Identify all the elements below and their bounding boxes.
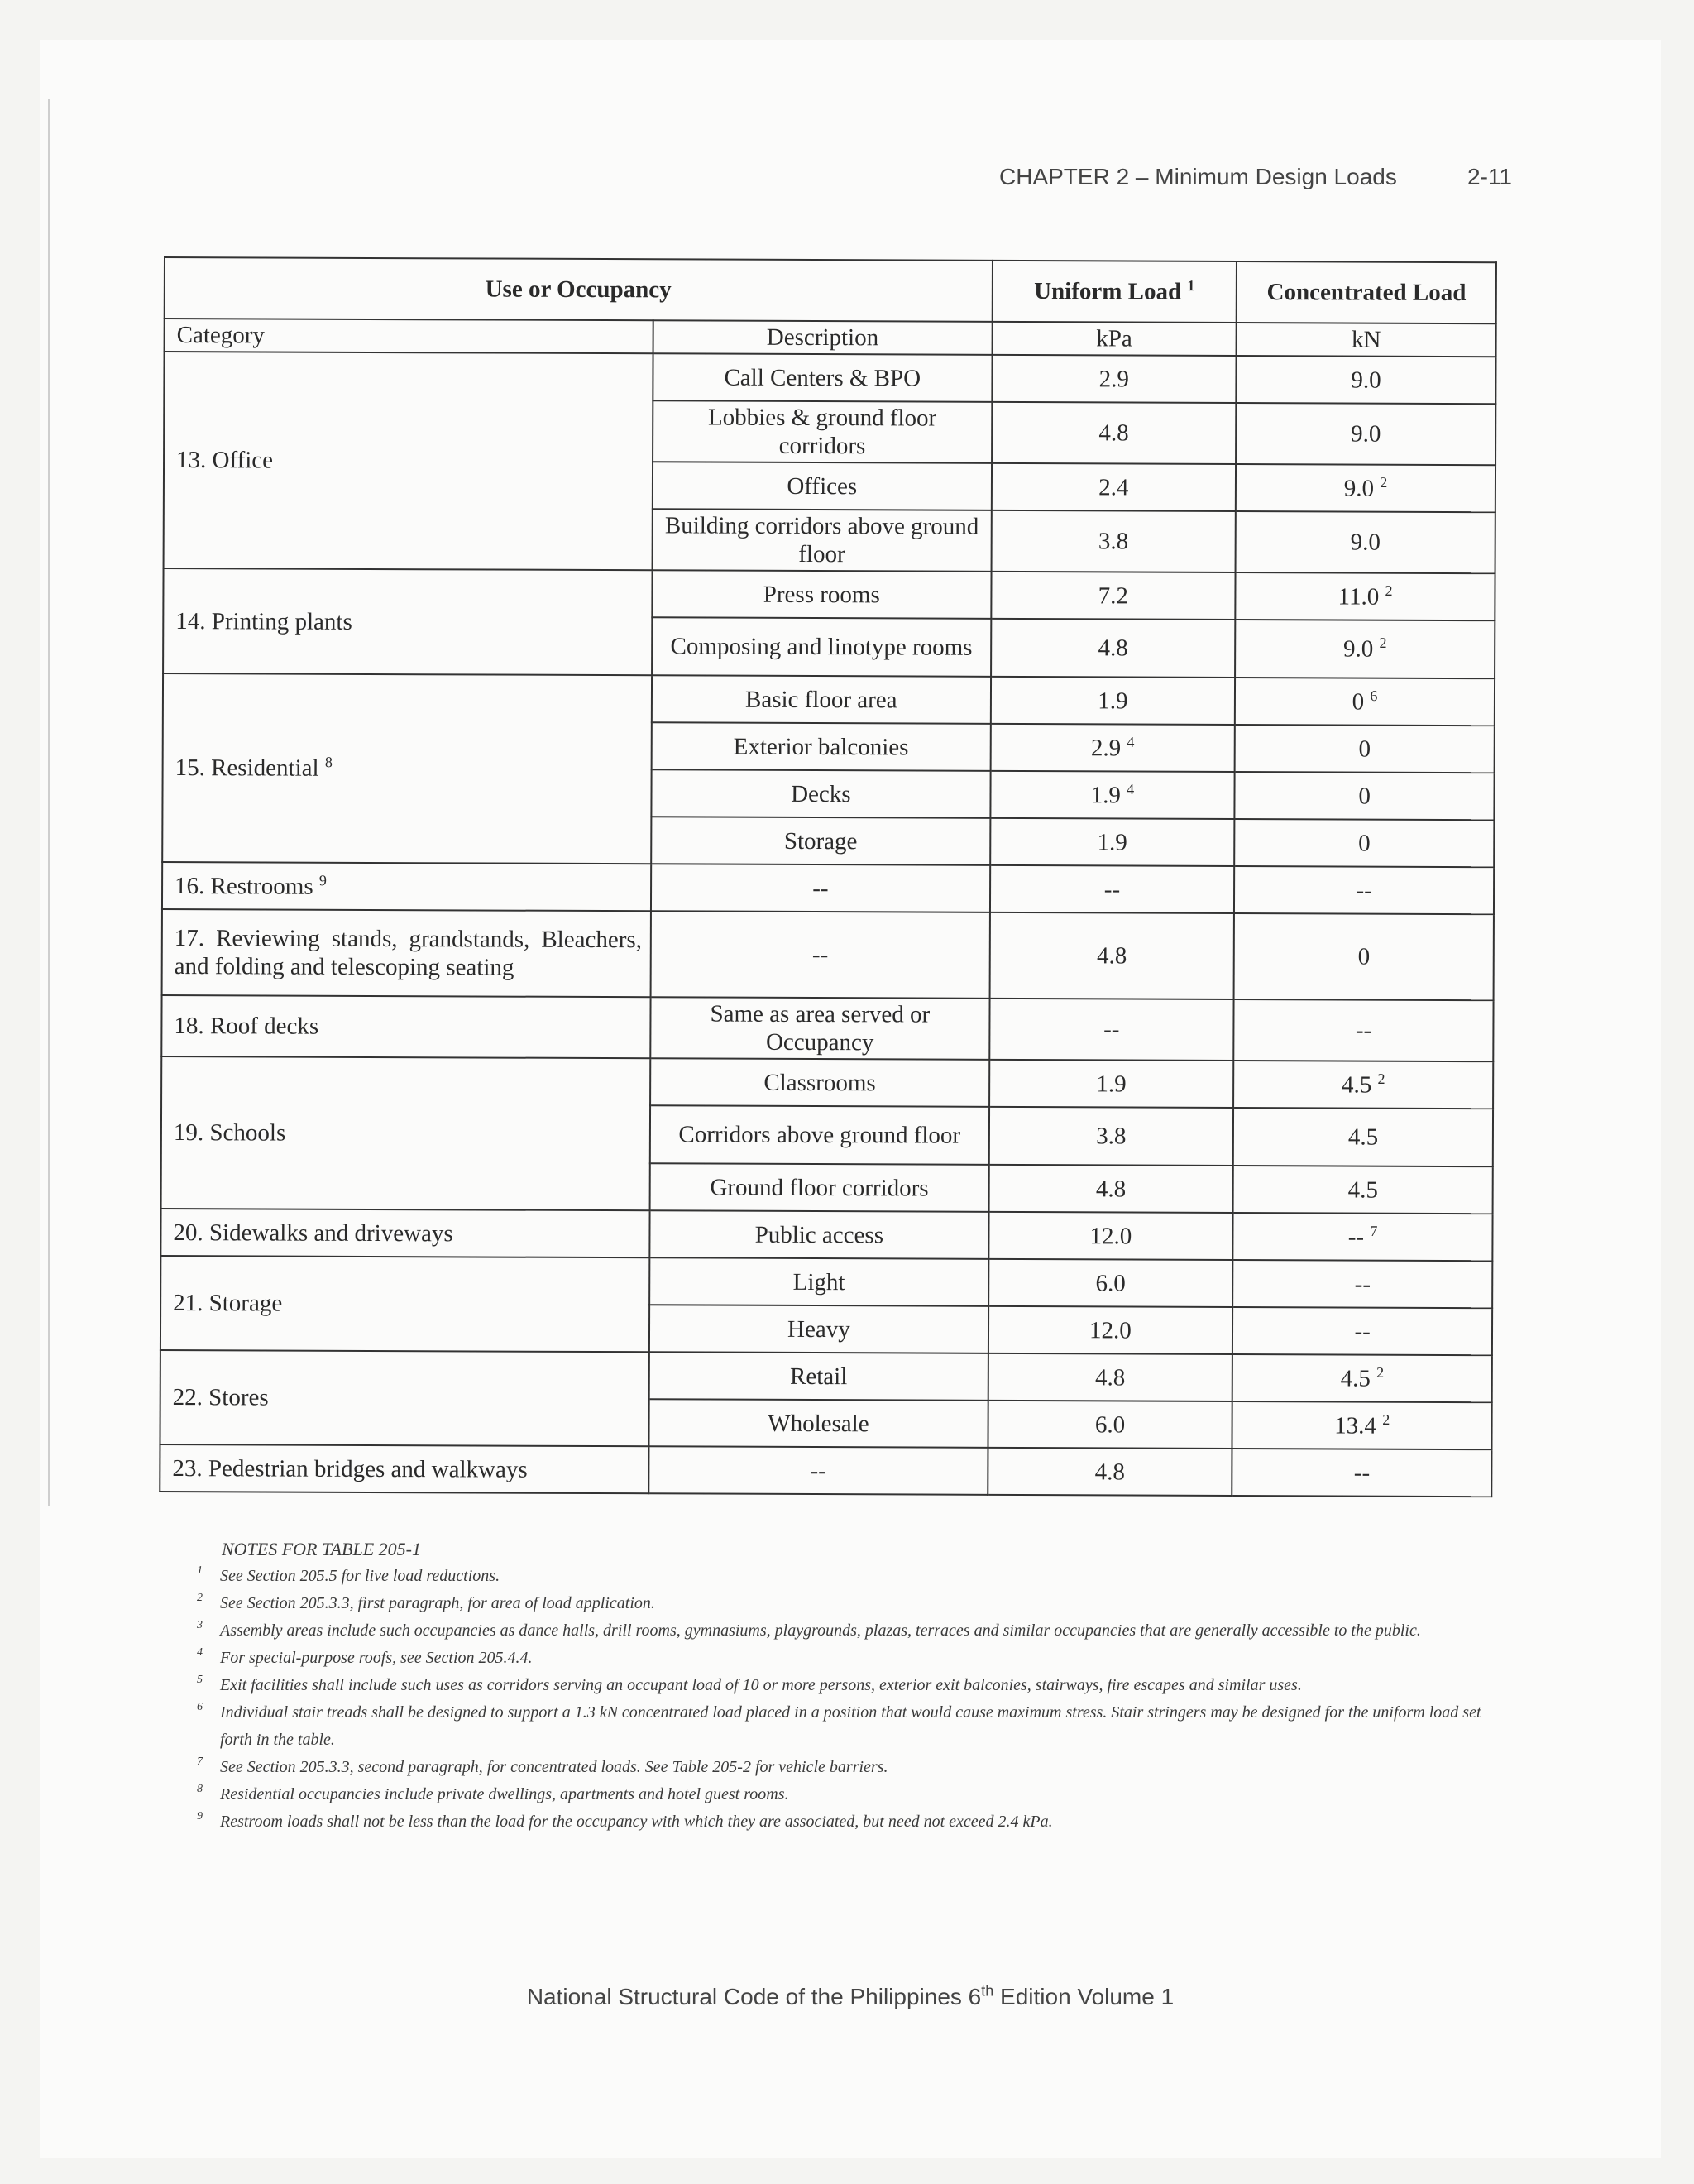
table-subheader-row <box>165 318 1496 357</box>
uniform-value: 6.0 <box>1094 1410 1126 1438</box>
uniform-value: 3.8 <box>1096 1123 1127 1150</box>
uniform-cell <box>988 1259 1233 1307</box>
running-head <box>999 164 1512 190</box>
description-cell <box>649 1210 988 1259</box>
footer-text-after: Edition Volume 1 <box>993 1984 1175 2009</box>
table-row <box>162 862 1494 914</box>
description-cell <box>650 1163 989 1212</box>
note-text: See Section 205.3.3, second paragraph, for concentrated loads. See Table 205-2 for vehicle barriers. <box>220 1758 888 1776</box>
description-value: -- <box>811 941 829 969</box>
category-cell <box>161 1056 651 1210</box>
description-cell <box>651 864 990 912</box>
note-item <box>197 1754 1487 1781</box>
concentrated-cell <box>1236 464 1495 512</box>
concentrated-value: -- <box>1356 877 1372 904</box>
concentrated-cell <box>1233 1108 1493 1166</box>
header-concentrated-load: Concentrated Load <box>1237 261 1496 323</box>
concentrated-value: 11.0 <box>1337 582 1380 611</box>
unit-uniform: kPa <box>992 322 1237 356</box>
uniform-cell <box>988 1212 1233 1260</box>
concentrated-value: 9.0 <box>1350 529 1381 556</box>
uniform-cell <box>990 818 1235 866</box>
description-value: Classrooms <box>763 1069 876 1096</box>
category-label: 18. Roof decks <box>174 1013 319 1040</box>
table-row <box>164 352 1495 404</box>
note-text: Assembly areas include such occupancies as dance halls, drill rooms, gymnasiums, playgrounds, plazas, terraces and similar occupancies that are generally accessible to the public. <box>220 1621 1421 1640</box>
table-body <box>160 352 1495 1497</box>
category-cell <box>160 1444 648 1493</box>
concentrated-note: 2 <box>1377 1070 1385 1087</box>
uniform-value: 12.0 <box>1089 1222 1132 1250</box>
uniform-cell <box>989 999 1234 1061</box>
live-load-table <box>159 256 1497 1497</box>
note-item <box>197 1590 1487 1617</box>
category-label: 19. Schools <box>173 1119 286 1147</box>
uniform-cell <box>988 1107 1233 1166</box>
concentrated-value: 4.5 <box>1347 1176 1378 1204</box>
note-text: See Section 205.5 for live load reductions. <box>220 1567 500 1585</box>
uniform-cell <box>991 572 1236 620</box>
concentrated-value: 4.5 <box>1341 1070 1372 1099</box>
chapter-title: CHAPTER 2 – Minimum Design Loads <box>999 164 1397 189</box>
uniform-cell <box>988 1306 1233 1354</box>
category-cell <box>160 1256 650 1352</box>
table-row <box>160 1256 1492 1308</box>
table-notes <box>197 1535 1487 1836</box>
table-row <box>161 995 1493 1061</box>
concentrated-value: 0 <box>1358 735 1371 763</box>
concentrated-value: 9.0 <box>1343 474 1375 502</box>
note-item <box>197 1808 1487 1836</box>
note-item <box>197 1645 1487 1672</box>
table-row <box>163 673 1495 726</box>
category-cell <box>162 673 652 864</box>
concentrated-cell <box>1237 356 1496 404</box>
uniform-value: 1.9 <box>1097 828 1127 855</box>
concentrated-cell <box>1236 572 1495 620</box>
concentrated-note: 2 <box>1385 582 1393 599</box>
uniform-value: 4.8 <box>1096 942 1127 970</box>
header-uniform-load <box>992 261 1237 323</box>
uniform-value: -- <box>1103 1016 1120 1043</box>
description-value: Light <box>792 1268 845 1296</box>
category-note: 8 <box>324 754 333 771</box>
description-value: Ground floor corridors <box>710 1174 929 1202</box>
concentrated-value: -- <box>1354 1318 1371 1345</box>
concentrated-cell <box>1234 999 1494 1061</box>
concentrated-value: 0 <box>1352 688 1365 716</box>
concentrated-cell <box>1232 1307 1492 1355</box>
category-cell <box>164 352 653 570</box>
uniform-value: 1.9 <box>1096 1070 1127 1097</box>
note-text: Individual stair treads shall be designed to support a 1.3 kN concentrated load placed in a position that would cause maximum stress. Stair stringers may be designed for the uniform load set forth in the table. <box>220 1703 1481 1749</box>
table-row <box>160 1209 1492 1261</box>
note-item <box>197 1699 1487 1754</box>
concentrated-value: 9.0 <box>1351 420 1381 448</box>
concentrated-value: 0 <box>1358 830 1371 857</box>
note-item <box>197 1672 1487 1699</box>
concentrated-cell <box>1234 866 1494 914</box>
concentrated-value: -- <box>1355 1017 1372 1044</box>
scan-edge-mark <box>48 99 50 1506</box>
description-value: -- <box>812 874 829 902</box>
note-number: 8 <box>197 1783 203 1795</box>
uniform-value: -- <box>1103 875 1121 903</box>
footer-sup: th <box>981 1982 994 2000</box>
concentrated-cell <box>1234 819 1494 867</box>
description-cell <box>651 817 990 865</box>
document-page <box>40 40 1661 2158</box>
description-cell <box>652 722 991 771</box>
note-number: 2 <box>197 1592 203 1604</box>
uniform-cell <box>990 771 1235 819</box>
uniform-value: 1.9 <box>1090 781 1121 808</box>
uniform-note: 4 <box>1127 780 1135 797</box>
table-header-row <box>165 257 1496 323</box>
uniform-value: 4.8 <box>1095 1363 1126 1391</box>
uniform-cell <box>990 724 1235 772</box>
description-cell <box>652 675 991 724</box>
uniform-cell <box>991 463 1236 511</box>
description-value: Same as area served or Occupancy <box>710 1000 931 1056</box>
note-item <box>197 1781 1487 1808</box>
note-number: 6 <box>197 1701 203 1713</box>
concentrated-note: 2 <box>1380 473 1388 491</box>
description-value: Retail <box>789 1363 848 1390</box>
concentrated-value: 4.5 <box>1347 1123 1379 1151</box>
uniform-cell <box>989 912 1234 999</box>
description-cell <box>650 1105 989 1165</box>
uniform-note: 4 <box>1127 733 1135 750</box>
page-number: 2-11 <box>1467 164 1512 189</box>
description-cell <box>649 1257 988 1306</box>
category-cell <box>162 862 651 911</box>
description-cell <box>650 997 989 1060</box>
note-number: 4 <box>197 1646 203 1659</box>
notes-list <box>197 1563 1487 1836</box>
description-value: Corridors above ground floor <box>678 1121 961 1149</box>
description-cell <box>648 1446 988 1495</box>
description-value: Lobbies & ground floor corridors <box>707 404 937 460</box>
uniform-value: 4.8 <box>1095 1175 1127 1202</box>
concentrated-value: 4.5 <box>1340 1364 1371 1392</box>
concentrated-cell <box>1232 1354 1492 1402</box>
description-cell <box>651 911 990 999</box>
uniform-value: 6.0 <box>1095 1269 1126 1296</box>
uniform-value: 4.8 <box>1098 419 1129 447</box>
concentrated-cell <box>1233 1213 1493 1261</box>
category-cell <box>160 1209 649 1257</box>
note-number: 1 <box>197 1564 203 1577</box>
description-value: Wholesale <box>768 1410 869 1437</box>
description-cell <box>652 617 991 677</box>
category-label: 15. Residential <box>175 754 319 782</box>
note-text: Restroom loads shall not be less than the load for the occupancy with which they are associated, but need not exceed 2.4 kPa. <box>220 1813 1053 1831</box>
concentrated-value: -- <box>1347 1224 1365 1251</box>
description-value: Heavy <box>787 1315 850 1343</box>
uniform-cell <box>990 865 1235 913</box>
table-row <box>163 568 1495 620</box>
table-row <box>160 1444 1491 1497</box>
note-number: 7 <box>197 1755 203 1768</box>
table-row <box>160 1350 1492 1402</box>
concentrated-cell <box>1236 511 1495 573</box>
category-cell <box>163 568 653 675</box>
concentrated-cell <box>1232 1449 1491 1497</box>
category-note: 9 <box>318 871 327 888</box>
uniform-value: 4.8 <box>1094 1458 1125 1485</box>
table-row <box>161 1056 1493 1109</box>
description-cell <box>652 769 991 818</box>
description-value: Call Centers & BPO <box>724 364 921 392</box>
concentrated-cell <box>1233 1061 1493 1109</box>
category-label: 16. Restrooms <box>175 872 313 900</box>
concentrated-value: 0 <box>1357 943 1371 970</box>
description-value: Building corridors above ground floor <box>664 512 979 568</box>
concentrated-cell <box>1236 403 1495 465</box>
category-label: 14. Printing plants <box>175 607 352 635</box>
concentrated-value: 9.0 <box>1351 366 1381 394</box>
concentrated-cell <box>1235 678 1495 726</box>
category-label: 17. Reviewing stands, grandstands, Bleachers, and folding and telescoping seating <box>174 925 643 981</box>
description-value: Basic floor area <box>744 686 897 713</box>
header-use-or-occupancy: Use or Occupancy <box>165 257 993 322</box>
description-value: Composing and linotype rooms <box>670 633 973 661</box>
note-text: See Section 205.3.3, first paragraph, for area of load application. <box>220 1594 655 1612</box>
description-value: Press rooms <box>763 581 880 608</box>
uniform-value: 7.2 <box>1098 582 1129 609</box>
uniform-value: 2.4 <box>1098 473 1129 500</box>
notes-title: NOTES FOR TABLE 205-1 <box>222 1539 421 1559</box>
description-cell <box>653 509 992 572</box>
uniform-cell <box>992 402 1237 464</box>
uniform-cell <box>988 1401 1232 1449</box>
subheader-description: Description <box>653 320 993 355</box>
note-number: 9 <box>197 1810 203 1822</box>
table-row <box>162 909 1494 1000</box>
description-cell <box>650 1058 989 1107</box>
page-footer <box>40 1984 1661 2010</box>
description-cell <box>649 1305 988 1353</box>
description-value: Storage <box>783 827 858 855</box>
category-cell <box>161 995 650 1058</box>
concentrated-cell <box>1235 725 1495 773</box>
note-number: 5 <box>197 1674 203 1686</box>
concentrated-value: 9.0 <box>1342 635 1374 663</box>
concentrated-cell <box>1235 772 1495 820</box>
concentrated-note: 6 <box>1370 687 1378 704</box>
uniform-value: 2.9 <box>1098 365 1130 392</box>
category-cell <box>162 909 652 997</box>
concentrated-cell <box>1233 1166 1493 1214</box>
header-uniform-note: 1 <box>1187 277 1195 295</box>
concentrated-cell <box>1234 913 1494 1000</box>
concentrated-cell <box>1232 1401 1492 1449</box>
concentrated-value: -- <box>1353 1459 1371 1487</box>
description-cell <box>653 353 992 402</box>
note-item <box>197 1563 1487 1590</box>
uniform-cell <box>992 355 1237 403</box>
concentrated-cell <box>1235 620 1495 678</box>
uniform-value: 1.9 <box>1098 687 1128 714</box>
uniform-cell <box>991 510 1236 572</box>
concentrated-note: 2 <box>1376 1363 1385 1381</box>
concentrated-note: 2 <box>1379 634 1387 652</box>
category-label: 22. Stores <box>172 1384 269 1411</box>
note-text: Exit facilities shall include such uses as corridors serving an occupant load of 10 or more persons, exterior exit balconies, stairways, fire escapes and similar uses. <box>220 1676 1302 1694</box>
unit-concentrated: kN <box>1237 323 1496 357</box>
note-number: 3 <box>197 1619 203 1631</box>
concentrated-value: 0 <box>1358 783 1371 810</box>
description-cell <box>649 1352 988 1401</box>
concentrated-value: 13.4 <box>1334 1411 1377 1439</box>
concentrated-note: 2 <box>1382 1410 1390 1428</box>
description-cell <box>653 400 992 463</box>
uniform-cell <box>988 1448 1232 1496</box>
description-value: Offices <box>787 472 858 500</box>
uniform-value: 4.8 <box>1098 635 1128 662</box>
header-uniform-load-label: Uniform Load <box>1034 278 1182 305</box>
footer-text: National Structural Code of the Philippines 6 <box>526 1984 982 2009</box>
category-cell <box>160 1350 649 1446</box>
category-label: 21. Storage <box>173 1290 283 1317</box>
description-value: -- <box>810 1457 826 1484</box>
uniform-cell <box>991 619 1236 678</box>
description-value: Public access <box>754 1221 884 1248</box>
concentrated-note: 7 <box>1370 1222 1378 1239</box>
category-label: 13. Office <box>175 447 274 474</box>
description-value: Decks <box>791 780 851 807</box>
uniform-cell <box>989 1060 1234 1108</box>
subheader-category: Category <box>165 318 653 353</box>
uniform-cell <box>990 677 1235 725</box>
uniform-value: 3.8 <box>1098 528 1129 555</box>
uniform-value: 12.0 <box>1089 1316 1132 1344</box>
note-text: For special-purpose roofs, see Section 205.4.4. <box>220 1649 533 1667</box>
description-cell <box>652 570 991 619</box>
description-value: Exterior balconies <box>733 733 909 760</box>
uniform-value: 2.9 <box>1090 734 1122 761</box>
category-label: 23. Pedestrian bridges and walkways <box>172 1454 528 1483</box>
uniform-cell <box>988 1353 1232 1401</box>
note-text: Residential occupancies include private dwellings, apartments and hotel guest rooms. <box>220 1785 789 1803</box>
category-label: 20. Sidewalks and driveways <box>173 1219 453 1247</box>
description-cell <box>653 462 992 510</box>
concentrated-value: -- <box>1354 1271 1371 1298</box>
description-cell <box>649 1399 988 1448</box>
note-item <box>197 1617 1487 1645</box>
concentrated-cell <box>1232 1260 1492 1308</box>
uniform-cell <box>988 1165 1233 1213</box>
